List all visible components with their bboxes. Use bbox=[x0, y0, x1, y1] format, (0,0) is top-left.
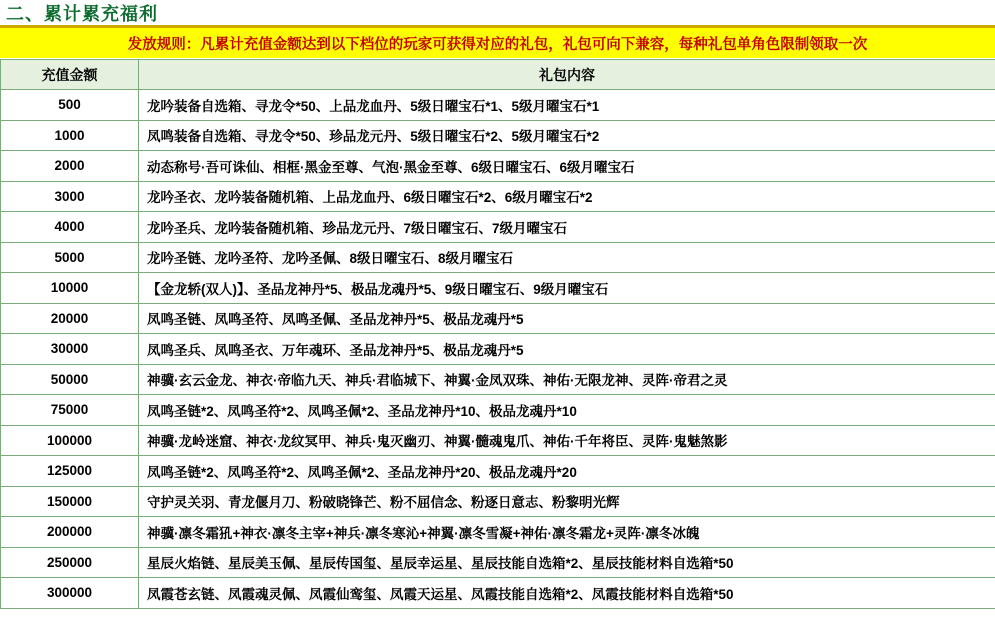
table-row bbox=[1, 395, 995, 426]
column-header-content: 礼包内容 bbox=[139, 60, 995, 90]
rule-banner bbox=[0, 28, 995, 59]
cell-content: 龙吟圣链、龙吟圣符、龙吟圣佩、8级日曜宝石、8级月曜宝石 bbox=[139, 242, 995, 273]
cell-content: 星辰火焰链、星辰美玉佩、星辰传国玺、星辰幸运星、星辰技能自选箱*2、星辰技能材料自选箱*50 bbox=[139, 547, 995, 578]
table-row bbox=[1, 364, 995, 395]
cell-content: 守护灵关羽、青龙偃月刀、粉破晓锋芒、粉不屈信念、粉逐日意志、粉黎明光辉 bbox=[139, 486, 995, 517]
table-row bbox=[1, 90, 995, 121]
cell-amount: 125000 bbox=[1, 456, 139, 487]
cell-content: 【金龙轿(双人)】、圣品龙神丹*5、极品龙魂丹*5、9级日曜宝石、9级月曜宝石 bbox=[139, 273, 995, 304]
cell-content: 神骥·龙岭迷窟、神衣·龙纹冥甲、神兵·鬼灭幽刃、神翼·髓魂鬼爪、神佑·千年将臣、灵阵·鬼魅煞影 bbox=[139, 425, 995, 456]
cell-content: 凤鸣圣链、凤鸣圣符、凤鸣圣佩、圣品龙神丹*5、极品龙魂丹*5 bbox=[139, 303, 995, 334]
table-row bbox=[1, 273, 995, 304]
cell-content: 凤鸣圣链*2、凤鸣圣符*2、凤鸣圣佩*2、圣品龙神丹*20、极品龙魂丹*20 bbox=[139, 456, 995, 487]
cell-content: 龙吟圣衣、龙吟装备随机箱、上品龙血丹、6级日曜宝石*2、6级月曜宝石*2 bbox=[139, 181, 995, 212]
cell-amount: 100000 bbox=[1, 425, 139, 456]
table-row bbox=[1, 120, 995, 151]
cell-content: 凤霞苍玄链、凤霞魂灵佩、凤霞仙鸾玺、凤霞天运星、凤霞技能自选箱*2、凤霞技能材料自选箱*50 bbox=[139, 578, 995, 609]
cell-amount: 3000 bbox=[1, 181, 139, 212]
cell-amount: 50000 bbox=[1, 364, 139, 395]
table-header-row bbox=[1, 60, 995, 90]
cell-content: 凤鸣圣链*2、凤鸣圣符*2、凤鸣圣佩*2、圣品龙神丹*10、极品龙魂丹*10 bbox=[139, 395, 995, 426]
cell-amount: 20000 bbox=[1, 303, 139, 334]
table-row bbox=[1, 578, 995, 609]
cell-content: 神骥·凛冬霜犼+神衣·凛冬主宰+神兵·凛冬寒沁+神翼·凛冬雪凝+神佑·凛冬霜龙+灵阵·凛冬冰魄 bbox=[139, 517, 995, 548]
cell-amount: 200000 bbox=[1, 517, 139, 548]
cell-amount: 1000 bbox=[1, 120, 139, 151]
cell-amount: 30000 bbox=[1, 334, 139, 365]
page-title: 二、累计累充福利 bbox=[6, 3, 158, 24]
table-row bbox=[1, 151, 995, 182]
cell-content: 动态称号·吾可诛仙、相框·黑金至尊、气泡·黑金至尊、6级日曜宝石、6级月曜宝石 bbox=[139, 151, 995, 182]
cell-amount: 150000 bbox=[1, 486, 139, 517]
table-row bbox=[1, 334, 995, 365]
gift-table bbox=[0, 59, 995, 609]
table-row bbox=[1, 181, 995, 212]
table-row bbox=[1, 547, 995, 578]
cell-amount: 300000 bbox=[1, 578, 139, 609]
rule-text: 发放规则：凡累计充值金额达到以下档位的玩家可获得对应的礼包，礼包可向下兼容，每种礼包单角色限制领取一次 bbox=[127, 36, 868, 53]
table-row bbox=[1, 517, 995, 548]
cell-content: 凤鸣装备自选箱、寻龙令*50、珍品龙元丹、5级日曜宝石*2、5级月曜宝石*2 bbox=[139, 120, 995, 151]
table-row bbox=[1, 242, 995, 273]
section-title-bar bbox=[0, 0, 995, 28]
table-row bbox=[1, 425, 995, 456]
cell-amount: 5000 bbox=[1, 242, 139, 273]
cell-amount: 250000 bbox=[1, 547, 139, 578]
cell-amount: 500 bbox=[1, 90, 139, 121]
cell-amount: 2000 bbox=[1, 151, 139, 182]
column-header-amount: 充值金额 bbox=[1, 60, 139, 90]
cell-content: 龙吟装备自选箱、寻龙令*50、上品龙血丹、5级日曜宝石*1、5级月曜宝石*1 bbox=[139, 90, 995, 121]
table-body bbox=[1, 90, 995, 609]
cell-amount: 4000 bbox=[1, 212, 139, 243]
table-row bbox=[1, 303, 995, 334]
table-row bbox=[1, 456, 995, 487]
cell-amount: 75000 bbox=[1, 395, 139, 426]
cell-amount: 10000 bbox=[1, 273, 139, 304]
cell-content: 凤鸣圣兵、凤鸣圣衣、万年魂环、圣品龙神丹*5、极品龙魂丹*5 bbox=[139, 334, 995, 365]
table-row bbox=[1, 486, 995, 517]
cell-content: 神骥·玄云金龙、神衣·帝临九天、神兵·君临城下、神翼·金凤双珠、神佑·无限龙神、灵阵·帝君之灵 bbox=[139, 364, 995, 395]
cell-content: 龙吟圣兵、龙吟装备随机箱、珍品龙元丹、7级日曜宝石、7级月曜宝石 bbox=[139, 212, 995, 243]
table-row bbox=[1, 212, 995, 243]
